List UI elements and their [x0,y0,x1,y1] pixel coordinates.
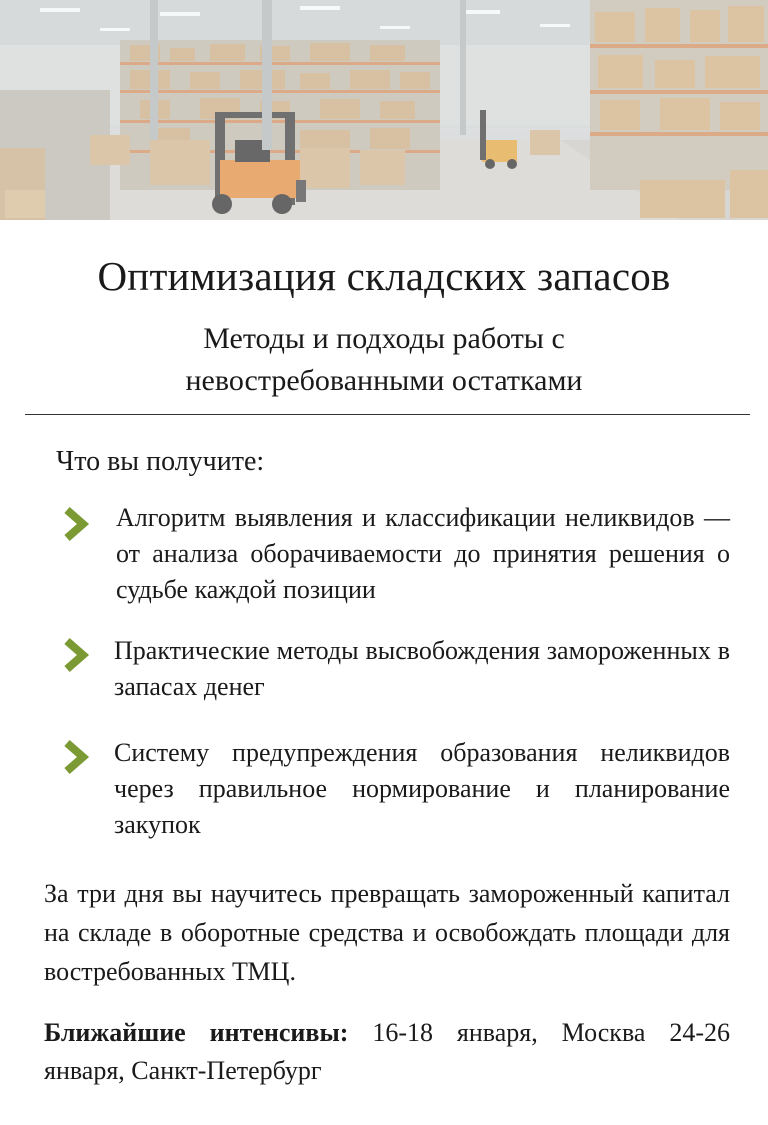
chevron-right-icon [60,739,92,775]
benefit-text: Систему предупреждения образования неликвидов через правильное нормирование и планирование закупок [114,738,730,839]
benefits-heading: Что вы получите: [56,446,265,477]
page-title: Оптимизация складских запасов [97,253,671,299]
divider [25,414,750,415]
warehouse-photo [0,0,768,220]
summary-paragraph: За три дня вы научитесь превращать замороженный капитал на складе в оборотные средства и освобождать площади для востребованных ТМЦ. [44,879,730,986]
benefit-item [60,633,730,705]
chevron-right-icon [60,506,92,542]
upcoming-label: Ближайшие интенсивы: [44,1018,349,1047]
benefit-text: Практические методы высвобождения замороженных в запасах денег [114,636,730,701]
chevron-right-icon [60,637,92,673]
upcoming-sessions [44,1014,730,1090]
upcoming-dates: 16-18 января, Москва 24-26 января, Санкт-Петербург [44,1018,730,1085]
benefit-item [60,735,730,845]
benefit-item [60,500,730,610]
page-subtitle: Методы и подходы работы с невостребованными остатками [185,322,583,397]
benefit-text: Алгоритм выявления и классификации неликвидов — от анализа оборачиваемости до принятия решения о судьбе каждой позиции [116,503,730,604]
